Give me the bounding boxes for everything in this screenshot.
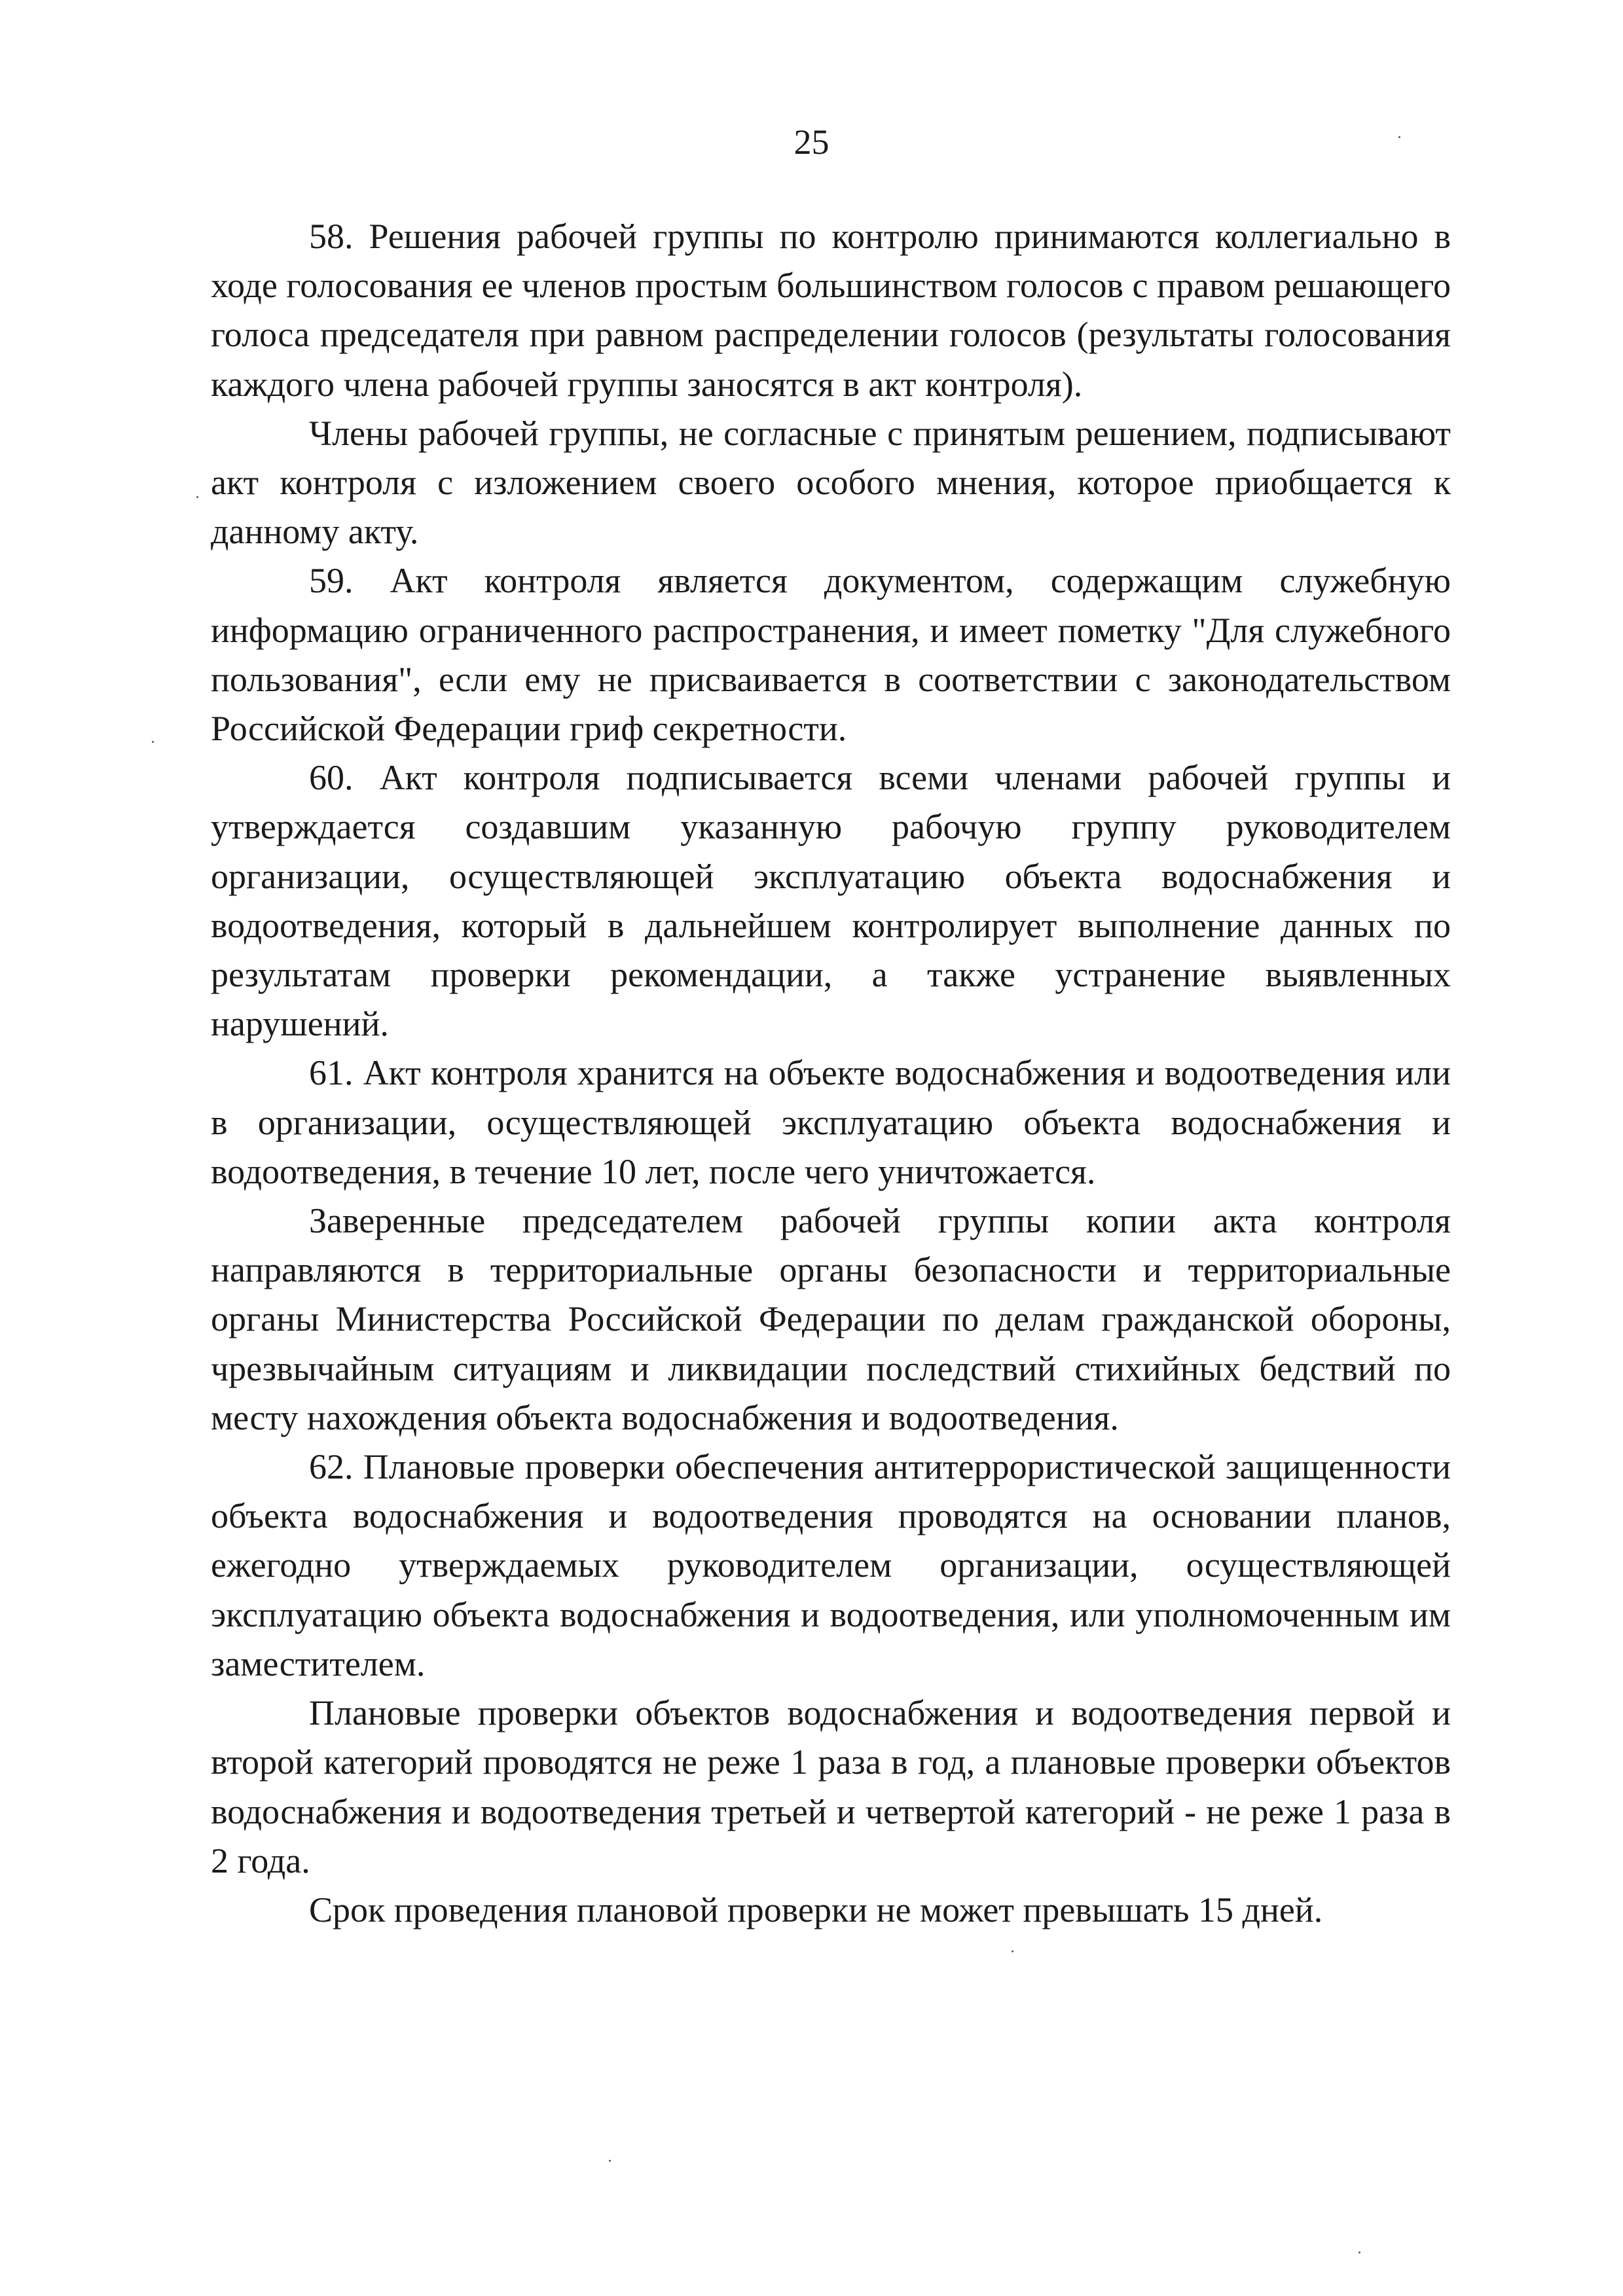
paragraph-58-dissent: Члены рабочей группы, не согласные с принятым решением, подписывают акт контроля с изложением своего особого мнения, которое приобщается к данному акту. <box>211 413 1451 552</box>
paragraph-59: 59. Акт контроля является документом, содержащим служебную информацию ограниченного распространения, и имеет пометку "Для служебного пользования", если ему не присваивается в соответствии с законодательством Российской Федерации гриф секретности. <box>211 561 1451 749</box>
scan-speck <box>609 2160 611 2162</box>
paragraph-61-copies: Заверенные председателем рабочей группы копии акта контроля направляются в территориальные органы безопасности и территориальные органы Министерства Российской Федерации по делам гражданской обороны, чрезвычайным ситуациям и ликвидации последствий стихийных бедствий по месту нахождения объекта водоснабжения и водоотведения. <box>211 1201 1451 1437</box>
paragraph-58: 58. Решения рабочей группы по контролю принимаются коллегиально в ходе голосования ее членов простым большинством голосов с правом решающего голоса председателя при равном распределении голосов (результаты голосования каждого члена рабочей группы заносятся в акт контроля). <box>211 217 1451 404</box>
paragraph-61: 61. Акт контроля хранится на объекте водоснабжения и водоотведения или в организации, осуществляющей эксплуатацию объекта водоснабжения и водоотведения, в течение 10 лет, после чего уничтожается. <box>211 1053 1451 1191</box>
page-number: 25 <box>793 122 830 162</box>
scan-speck <box>1398 136 1400 138</box>
scan-speck <box>1012 1950 1013 1952</box>
paragraph-62-duration: Срок проведения плановой проверки не может превышать 15 дней. <box>309 1890 1323 1929</box>
document-body <box>211 212 1451 1935</box>
scan-speck <box>1359 2251 1360 2253</box>
scan-speck <box>152 741 154 743</box>
paragraph-62: 62. Плановые проверки обеспечения антитеррористической защищенности объекта водоснабжения и водоотведения проводятся на основании планов, ежегодно утверждаемых руководителем организации, осуществляющей эксплуатацию объекта водоснабжения и водоотведения, или уполномоченным им заместителем. <box>211 1447 1451 1683</box>
paragraph-62-frequency: Плановые проверки объектов водоснабжения и водоотведения первой и второй категорий проводятся не реже 1 раза в год, а плановые проверки объектов водоснабжения и водоотведения третьей и четвертой категорий - не реже 1 раза в 2 года. <box>211 1693 1451 1880</box>
scan-speck <box>196 496 198 498</box>
paragraph-60: 60. Акт контроля подписывается всеми членами рабочей группы и утверждается создавшим указанную рабочую группу руководителем организации, осуществляющей эксплуатацию объекта водоснабжения и водоотведения, который в дальнейшем контролирует выполнение данных по результатам проверки рекомендации, а также устранение выявленных нарушений. <box>211 758 1451 1044</box>
